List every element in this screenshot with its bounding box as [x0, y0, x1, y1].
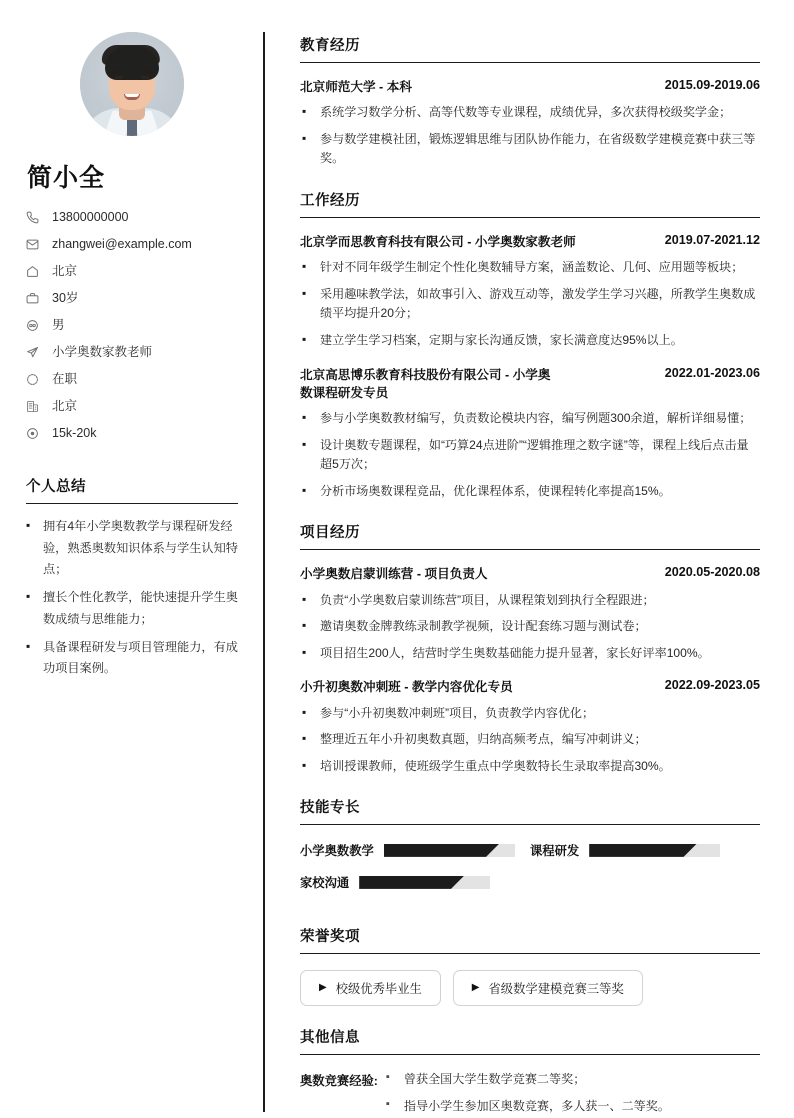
home-icon: [26, 265, 44, 278]
list-item: ▪ 分析市场奥数课程竞品，优化课程体系，使课程转化率提高15%。: [300, 482, 760, 502]
gender-icon: [26, 319, 44, 332]
honor-tag-label: 省级数学建模竞赛三等奖: [488, 982, 624, 997]
list-item: ▪ 整理近五年小升初奥数真题，归纳高频考点，编写冲刺讲义；: [300, 730, 760, 750]
list-item: ▪ 拥有4年小学奥数教学与课程研发经验，熟悉奥数知识体系与学生认知特点；: [26, 516, 238, 581]
section-heading: 荣誉奖项: [300, 925, 760, 954]
entry-bullets: [300, 258, 760, 350]
list-item: ▪ 参与小学奥数教材编写，负责数论模块内容，编写例题300余道，解析详细易懂；: [300, 409, 760, 429]
entry-bullets: [300, 409, 760, 501]
refresh-icon: [26, 373, 44, 386]
skill-progress-fill: [384, 844, 499, 857]
entry-title: 北京高思博乐教育科技股份有限公司 - 小学奥数课程研发专员: [300, 367, 551, 400]
skill-progress-track: [589, 844, 720, 857]
section-honors: [300, 925, 760, 1006]
contact-item-location: [26, 264, 238, 279]
vertical-divider: [263, 32, 265, 1112]
contact-item-age: [26, 291, 238, 306]
other-info-label: 奥数竞赛经验:: [300, 1074, 378, 1089]
entry-title: 北京学而思教育科技有限公司 - 小学奥数家教老师: [300, 234, 576, 249]
skill-progress-fill: [359, 876, 464, 889]
list-item: ▪ 指导小学生参加区奥数竞赛，多人获一、二等奖。: [382, 1097, 670, 1115]
list-item: ▪ 擅长个性化教学，能快速提升学生奥数成绩与思维能力；: [26, 587, 238, 630]
project-entry: [300, 678, 760, 776]
salary-icon: [26, 427, 44, 440]
skill-label: 小学奥数教学: [300, 844, 374, 859]
entry-header: [300, 78, 760, 96]
contact-value: 男: [52, 318, 65, 332]
list-item: ▪ 建立学生学习档案，定期与家长沟通反馈，家长满意度达95%以上。: [300, 331, 760, 351]
skill-item: [530, 841, 760, 859]
skill-grid: [300, 841, 760, 905]
section-other: [300, 1026, 760, 1118]
skill-progress-track: [384, 844, 515, 857]
entry-title: 小升初奥数冲刺班 - 教学内容优化专员: [300, 680, 513, 695]
skill-progress-fill: [589, 844, 696, 857]
skill-label: 课程研发: [530, 844, 580, 859]
honor-tag-label: 校级优秀毕业生: [335, 982, 422, 997]
honor-tag[interactable]: [453, 970, 643, 1006]
contact-item-gender: [26, 318, 238, 333]
section-heading: 教育经历: [300, 34, 760, 63]
contact-value: 30岁: [52, 291, 79, 305]
entry-header: [300, 565, 760, 583]
education-entry: [300, 78, 760, 169]
contact-value: 13800000000: [52, 210, 129, 224]
list-item: ▪ 曾获全国大学生数学竞赛二等奖；: [382, 1070, 670, 1088]
envelope-icon: [26, 238, 44, 251]
other-info-row: [300, 1070, 760, 1118]
section-heading: 其他信息: [300, 1026, 760, 1055]
list-item: ▪ 设计奥数专题课程，如“巧算24点进阶”“逻辑推理之数字谜”等，课程上线后点击量超5万次；: [300, 436, 760, 475]
contact-list: [26, 210, 238, 441]
briefcase-icon: [26, 292, 44, 305]
skill-label: 家校沟通: [300, 876, 350, 891]
list-item: ▪ 邀请奥数金牌教练录制教学视频，设计配套练习题与测试卷；: [300, 617, 760, 637]
list-item: ▪ 参与数学建模社团，锻炼逻辑思维与团队协作能力，在省级数学建模竞赛中获三等奖。: [300, 130, 760, 169]
contact-item-salary: [26, 426, 238, 441]
building-icon: [26, 400, 44, 413]
project-entry: [300, 565, 760, 663]
entry-header: [300, 366, 760, 403]
section-skills: [300, 796, 760, 905]
contact-value: 北京: [52, 399, 78, 413]
contact-value: 在职: [52, 372, 78, 386]
avatar-wrapper: [26, 32, 238, 136]
section-heading: 个人总结: [26, 475, 238, 504]
entry-title: 北京师范大学 - 本科: [300, 80, 412, 94]
entry-bullets: [300, 704, 760, 777]
contact-value: 北京: [52, 264, 78, 278]
skill-item: [300, 873, 530, 891]
section-heading: 工作经历: [300, 189, 760, 218]
entry-title: 小学奥数启蒙训练营 - 项目负责人: [300, 567, 488, 582]
list-item: ▪ 参与“小升初奥数冲刺班”项目，负责教学内容优化；: [300, 704, 760, 724]
section-projects: [300, 521, 760, 776]
contact-value: 15k-20k: [52, 426, 97, 440]
sidebar: [0, 0, 264, 1118]
contact-item-position: [26, 345, 238, 360]
contact-item-status: [26, 372, 238, 387]
phone-icon: [26, 211, 44, 224]
entry-date: 2022.01-2023.06: [664, 365, 760, 380]
list-item: ▪ 培训授课教师，使班级学生重点中学奥数特长生录取率提高30%。: [300, 757, 760, 777]
honor-tag-row: [300, 970, 760, 1006]
list-item: ▪ 采用趣味教学法，如故事引入、游戏互动等，激发学生学习兴趣，所教学生奥数成绩平均提升20分；: [300, 285, 760, 324]
triangle-right-icon: ▶: [471, 982, 480, 994]
list-item: ▪ 负责“小学奥数启蒙训练营”项目，从课程策划到执行全程跟进；: [300, 591, 760, 611]
paper-plane-icon: [26, 346, 44, 359]
entry-bullets: [300, 103, 760, 169]
section-education: [300, 34, 760, 169]
contact-value: zhangwei@example.com: [52, 237, 192, 251]
entry-header: [300, 233, 760, 251]
section-heading: 项目经历: [300, 521, 760, 550]
entry-date: 2015.09-2019.06: [664, 78, 760, 92]
entry-header: [300, 678, 760, 696]
list-item: ▪ 针对不同年级学生制定个性化奥数辅导方案，涵盖数论、几何、应用题等板块；: [300, 258, 760, 278]
skill-progress-track: [359, 876, 490, 889]
work-entry: [300, 366, 760, 502]
section-summary: [26, 475, 238, 680]
entry-date: 2020.05-2020.08: [664, 565, 760, 580]
triangle-right-icon: ▶: [319, 982, 327, 994]
page-title: 简小全: [27, 164, 106, 192]
entry-bullets: [300, 591, 760, 664]
avatar: [80, 32, 184, 136]
contact-item-phone: [26, 210, 238, 225]
contact-item-city: [26, 399, 238, 414]
skill-item: [300, 841, 530, 859]
contact-value: 小学奥数家教老师: [52, 345, 153, 359]
honor-tag[interactable]: [300, 970, 441, 1006]
list-item: ▪ 项目招生200人，结营时学生奥数基础能力提升显著，家长好评率100%。: [300, 644, 760, 664]
main-column: [264, 0, 794, 1118]
summary-list: [26, 516, 238, 680]
contact-item-email: [26, 237, 238, 252]
entry-date: 2019.07-2021.12: [664, 232, 760, 247]
section-heading: 技能专长: [300, 796, 760, 825]
list-item: ▪ 具备课程研发与项目管理能力，有成功项目案例。: [26, 637, 238, 680]
list-item: ▪ 系统学习数学分析、高等代数等专业课程，成绩优异，多次获得校级奖学金；: [300, 103, 760, 123]
other-info-list: [382, 1070, 670, 1118]
section-work: [300, 189, 760, 501]
work-entry: [300, 233, 760, 351]
entry-date: 2022.09-2023.05: [664, 678, 760, 693]
